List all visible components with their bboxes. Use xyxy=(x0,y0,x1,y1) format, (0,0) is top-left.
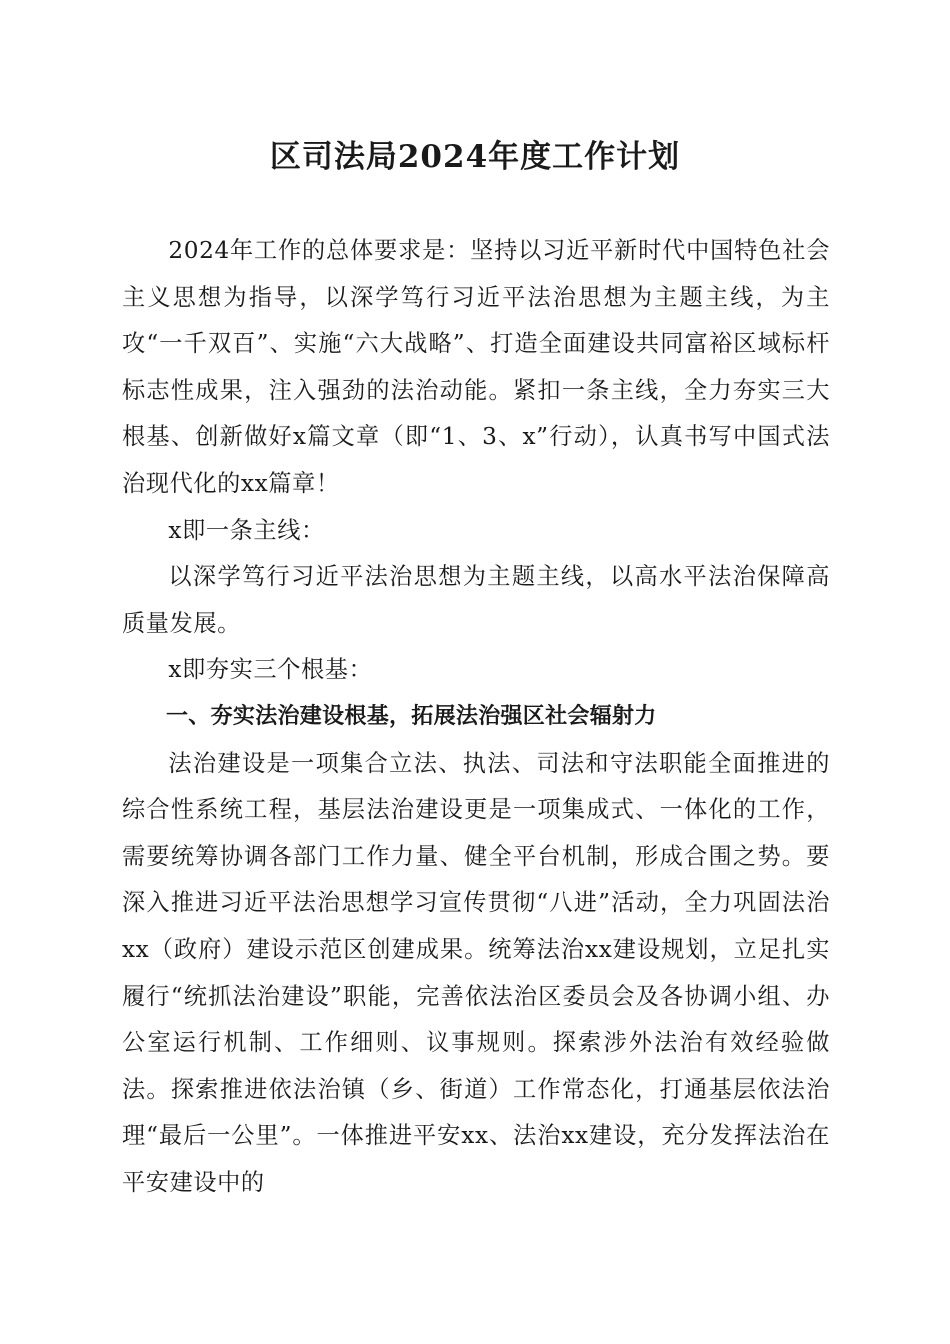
paragraph-main-line: 以深学笃行习近平法治思想为主题主线，以高水平法治保障高质量发展。 xyxy=(122,563,830,637)
section-heading-1: 一、夯实法治建设根基，拓展法治强区社会辐射力 xyxy=(166,703,657,729)
document-title: 区司法局2024年度工作计划 xyxy=(269,139,681,175)
paragraph-main-line-label: x即一条主线： xyxy=(168,516,325,544)
document-body xyxy=(122,228,830,1206)
paragraph-general-requirements: 2024年工作的总体要求是：坚持以习近平新时代中国特色社会主义思想为指导，以深学笃行习近平法治思想为主题主线，为主攻“一千双百”、实施“六大战略”、打造全面建设共同富裕区域标杆标志性成果，注入强劲的法治动能。紧扣一条主线，全力夯实三大根基、创新做好x篇文章（即“1、3、x”行动），认真书写中国式法治现代化的xx篇章！ xyxy=(122,237,830,497)
paragraph-three-foundations-label: x即夯实三个根基： xyxy=(168,656,373,684)
paragraph-rule-of-law-construction: 法治建设是一项集合立法、执法、司法和守法职能全面推进的综合性系统工程，基层法治建设更是一项集成式、一体化的工作，需要统筹协调各部门工作力量、健全平台机制，形成合围之势。要深入推进习近平法治思想学习宣传贯彻“八进”活动，全力巩固法治xx（政府）建设示范区创建成果。统筹法治xx建设规划，立足扎实履行“统抓法治建设”职能，完善依法治区委员会及各协调小组、办公室运行机制、工作细则、议事规则。探索涉外法治有效经验做法。探索推进依法治镇（乡、街道）工作常态化，打通基层依法治理“最后一公里”。一体推进平安xx、法治xx建设，充分发挥法治在平安建设中的 xyxy=(122,749,830,1196)
